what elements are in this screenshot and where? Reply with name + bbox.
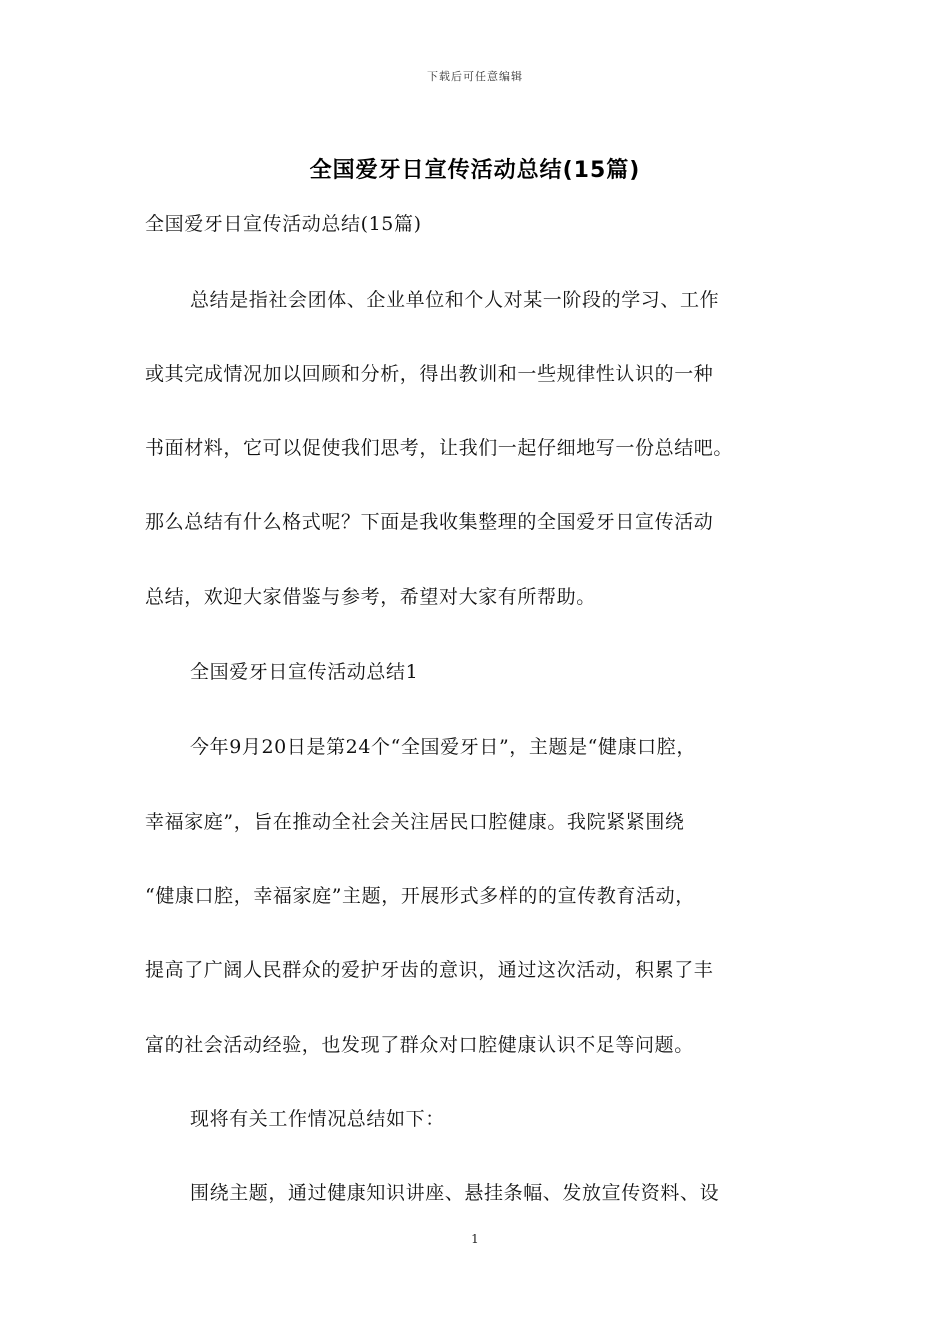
paragraph-line: 今年9月20日是第24个“全国爱牙日”，主题是“健康口腔， <box>190 736 696 758</box>
subtitle-line: 全国爱牙日宣传活动总结(15篇) <box>145 213 422 235</box>
paragraph-line: 或其完成情况加以回顾和分析，得出教训和一些规律性认识的一种 <box>145 363 714 385</box>
paragraph-line: “健康口腔，幸福家庭”主题，开展形式多样的的宣传教育活动， <box>145 885 695 907</box>
paragraph-line: 总结是指社会团体、企业单位和个人对某一阶段的学习、工作 <box>190 289 720 311</box>
paragraph-line: 总结，欢迎大家借鉴与参考，希望对大家有所帮助。 <box>145 586 596 608</box>
paragraph-line: 书面材料，它可以促使我们思考，让我们一起仔细地写一份总结吧。 <box>145 437 734 459</box>
section-heading: 全国爱牙日宣传活动总结1 <box>190 661 419 683</box>
document-title: 全国爱牙日宣传活动总结(15篇) <box>309 158 641 183</box>
paragraph-line: 幸福家庭”，旨在推动全社会关注居民口腔健康。我院紧紧围绕 <box>145 811 685 833</box>
paragraph-line: 提高了广阔人民群众的爱护牙齿的意识，通过这次活动，积累了丰 <box>145 959 714 981</box>
page-header: 下载后可任意编辑 <box>427 70 523 83</box>
page-number: 1 <box>471 1232 479 1246</box>
paragraph-line: 那么总结有什么格式呢？下面是我收集整理的全国爱牙日宣传活动 <box>145 511 714 533</box>
paragraph-line: 富的社会活动经验，也发现了群众对口腔健康认识不足等问题。 <box>145 1034 694 1056</box>
paragraph-line: 围绕主题，通过健康知识讲座、悬挂条幅、发放宣传资料、设 <box>190 1182 720 1204</box>
paragraph-line: 现将有关工作情况总结如下： <box>190 1108 445 1130</box>
